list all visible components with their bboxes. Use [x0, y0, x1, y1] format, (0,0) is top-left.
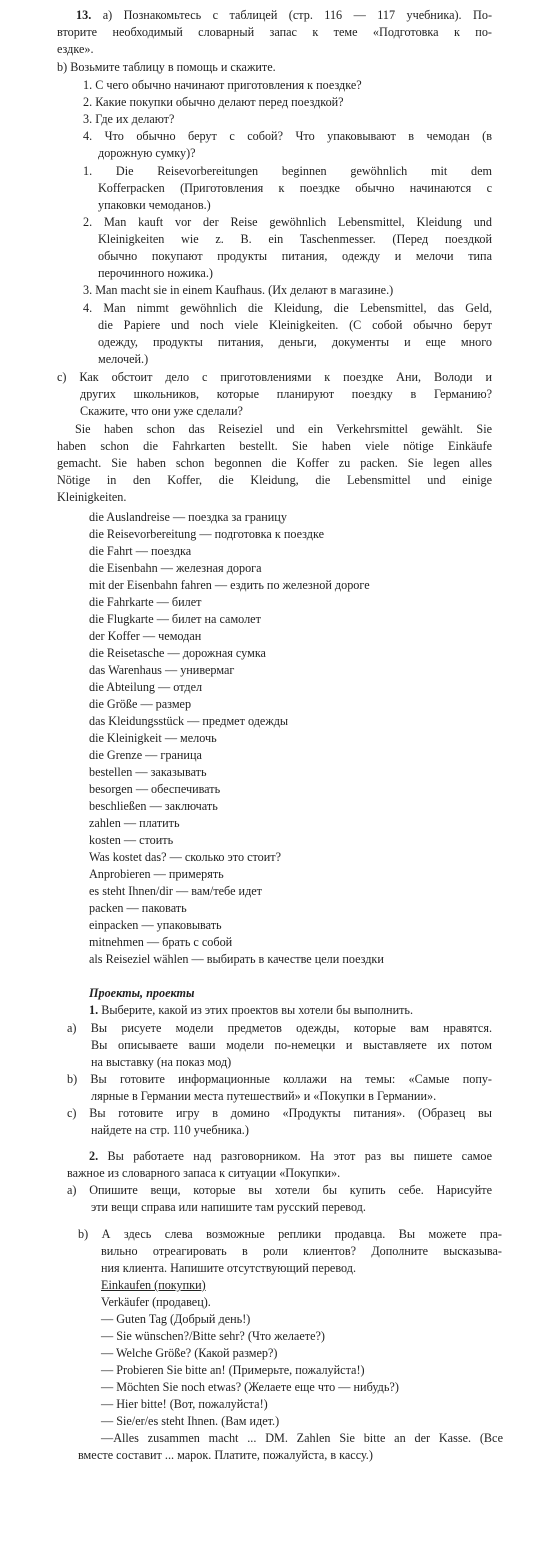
exercise-13-c-line-1: c) Как обстоит дело с приготовлениями к поездке Ани, Володи и: [57, 370, 492, 384]
vocab-item: die Fahrt — поездка: [89, 544, 192, 558]
answer-2-cont: Kleinigkeiten wie z. B. ein Taschenmesser. (Перед поездкой: [98, 232, 492, 246]
exercise-13-c-line-3: Скажите, что они уже сделали?: [80, 404, 243, 418]
dialog-line: — Guten Tag (Добрый день!): [101, 1312, 251, 1326]
exercise-13-line-2: вторите необходимый словарный запас к теме «Подготовка к по-: [57, 25, 492, 39]
vocab-item: das Warenhaus — универмаг: [89, 663, 235, 677]
paragraph-line-5: Kleinigkeiten.: [57, 490, 127, 504]
answer-1: 1. Die Reisevorbereitungen beginnen gewöhnlich mit dem: [83, 164, 492, 178]
question-3: 3. Где их делают?: [83, 112, 175, 126]
exercise-13-b-heading: b) Возьмите таблицу в помощь и скажите.: [57, 60, 276, 74]
vocab-item: besorgen — обеспечивать: [89, 782, 221, 796]
vocab-item: die Kleinigkeit — мелочь: [89, 731, 217, 745]
vocab-item: der Koffer — чемодан: [89, 629, 202, 643]
dialog-line: — Hier bitte! (Вот, пожалуйста!): [101, 1397, 268, 1411]
answer-1-end: упаковки чемоданов.): [98, 198, 211, 212]
project-1-a-end: на выставку (на показ мод): [91, 1055, 232, 1069]
einkaufen-heading: Einkaufen (покупки): [101, 1278, 206, 1292]
project-2-a: a) Опишите вещи, которые вы хотели бы купить себе. Нарисуйте: [67, 1183, 492, 1197]
vocab-item: die Grenze — граница: [89, 748, 202, 762]
question-4: 4. Что обычно берут с собой? Что упаковывают в чемодан (в: [83, 129, 492, 143]
project-2-number: 2.: [89, 1149, 99, 1163]
vocab-item: Was kostet das? — сколько это стоит?: [89, 850, 282, 864]
dialog-last-line: вместе составит ... марок. Платите, пожалуйста, в кассу.): [78, 1448, 373, 1462]
question-1: 1. С чего обычно начинают приготовления к поездке?: [83, 78, 362, 92]
vocab-item: das Kleidungsstück — предмет одежды: [89, 714, 289, 728]
vocab-item: die Reisetasche — дорожная сумка: [89, 646, 266, 660]
project-2-intro: [89, 1148, 492, 1165]
dialog-line: — Welche Größe? (Какой размер?): [101, 1346, 278, 1360]
dialog-line: —Alles zusammen macht ... DM. Zahlen Sie bitte an der Kasse. (Все: [101, 1431, 503, 1445]
answer-2-end: перочинного ножика.): [98, 266, 213, 280]
answer-2-cont-2: обычно покупают продукты питания, одежду и мелочи типа: [98, 249, 492, 263]
vocab-item: die Auslandreise — поездка за границу: [89, 510, 287, 524]
vocab-item: die Reisevorbereitung — подготовка к поездке: [89, 527, 324, 541]
project-1-b-cont: лярные в Германии места путешествий» и «Покупки в Германии».: [91, 1089, 437, 1103]
answer-4-end: мелочей.): [98, 352, 149, 366]
paragraph-line-2: haben schon die Fahrkarten bestellt. Sie haben viele nötige Einkäufe: [57, 439, 492, 453]
project-2-b: b) А здесь слева возможные реплики продавца. Вы можете пра-: [78, 1227, 502, 1241]
vocab-item: mitnehmen — брать с собой: [89, 935, 233, 949]
vocab-item: die Abteilung — отдел: [89, 680, 203, 694]
vocab-item: beschließen — заключать: [89, 799, 218, 813]
question-2: 2. Какие покупки обычно делают перед поездкой?: [83, 95, 344, 109]
question-4-cont: дорожную сумку)?: [98, 146, 196, 160]
project-2-text: Вы работаете над разговорником. На этот раз вы пишете самое: [98, 1149, 492, 1163]
project-1-intro: [89, 1002, 413, 1019]
vocab-item: bestellen — заказывать: [89, 765, 207, 779]
answer-3: 3. Man macht sie in einem Kaufhaus. (Их делают в магазине.): [83, 283, 394, 297]
vocab-item: als Reiseziel wählen — выбирать в качестве цели поездки: [89, 952, 384, 966]
answer-4: 4. Man nimmt gewöhnlich die Kleidung, die Lebensmittel, das Geld,: [83, 301, 492, 315]
dialog-line: — Sie wünschen?/Bitte sehr? (Что желаете?): [101, 1329, 325, 1343]
project-1-b: b) Вы готовите информационные коллажи на темы: «Самые попу-: [67, 1072, 492, 1086]
vocab-item: es steht Ihnen/dir — вам/тебе идет: [89, 884, 263, 898]
answer-4-cont-2: одежду, продукты питания, деньги, документы и еще много: [98, 335, 492, 349]
project-2-a-cont: эти вещи справа или напишите там русский перевод.: [91, 1200, 366, 1214]
answer-4-cont: die Papiere und noch viele Kleinigkeiten. (С собой обычно берут: [98, 318, 492, 332]
vocab-item: zahlen — платить: [89, 816, 180, 830]
project-2-intro-cont: важное из словарного запаса к ситуации «Покупки».: [67, 1166, 341, 1180]
dialog-line: — Sie/er/es steht Ihnen. (Вам идет.): [101, 1414, 280, 1428]
vocab-item: mit der Eisenbahn fahren — ездить по железной дороге: [89, 578, 370, 592]
answer-2: 2. Man kauft vor der Reise gewöhnlich Lebensmittel, Kleidung und: [83, 215, 492, 229]
project-1-c-cont: найдете на стр. 110 учебника.): [91, 1123, 249, 1137]
exercise-13-a-text: а) Познакомьтесь с таблицей (стр. 116 — 117 учебника). По-: [102, 8, 492, 22]
answer-1-cont: Kofferpacken (Приготовления к поездке обычно начинаются с: [98, 181, 492, 195]
dialog-line: — Probieren Sie bitte an! (Примерьте, пожалуйста!): [101, 1363, 365, 1377]
project-1-a: a) Вы рисуете модели предметов одежды, которые вам нравятся.: [67, 1021, 492, 1035]
vocab-item: einpacken — упаковывать: [89, 918, 222, 932]
project-2-b-end: ния клиента. Напишите отсутствующий перевод.: [101, 1261, 356, 1275]
dialog-line: — Möchten Sie noch etwas? (Желаете еще что — нибудь?): [101, 1380, 399, 1394]
exercise-number: 13.: [76, 8, 92, 22]
paragraph-line-1: Sie haben schon das Reiseziel und ein Verkehrsmittel gewählt. Sie: [75, 422, 492, 436]
vocab-item: kosten — стоить: [89, 833, 174, 847]
vocab-item: die Größe — размер: [89, 697, 192, 711]
paragraph-line-4: Nötige in den Koffer, die Kleidung, die Lebensmittel und einige: [57, 473, 492, 487]
paragraph-line-3: gemacht. Sie haben schon begonnen die Koffer zu packen. Sie legen alles: [57, 456, 492, 470]
project-2-b-cont: вильно отреагировать в роли клиентов? Дополните высказыва-: [101, 1244, 502, 1258]
project-1-number: 1.: [89, 1003, 99, 1017]
vocab-item: packen — паковать: [89, 901, 187, 915]
vocab-item: die Fahrkarte — билет: [89, 595, 202, 609]
exercise-13-line-1: [76, 7, 492, 24]
project-1-c: c) Вы готовите игру в домино «Продукты питания». (Образец вы: [67, 1106, 492, 1120]
projects-heading: Проекты, проекты: [89, 986, 195, 1000]
exercise-13-c-line-2: другиx школьников, которые планируют поездку в Германию?: [80, 387, 492, 401]
exercise-13-line-3: ездке».: [57, 42, 94, 56]
vocab-item: die Eisenbahn — железная дорога: [89, 561, 262, 575]
verkaufer-label: Verkäufer (продавец).: [101, 1295, 211, 1309]
vocab-item: die Flugkarte — билет на самолет: [89, 612, 261, 626]
project-1-a-cont: Вы описываете ваши модели по-немецки и выставляете их потом: [91, 1038, 492, 1052]
project-1-text: Выберите, какой из этих проектов вы хотели бы выполнить.: [98, 1003, 414, 1017]
vocab-item: Anprobieren — примерять: [89, 867, 224, 881]
